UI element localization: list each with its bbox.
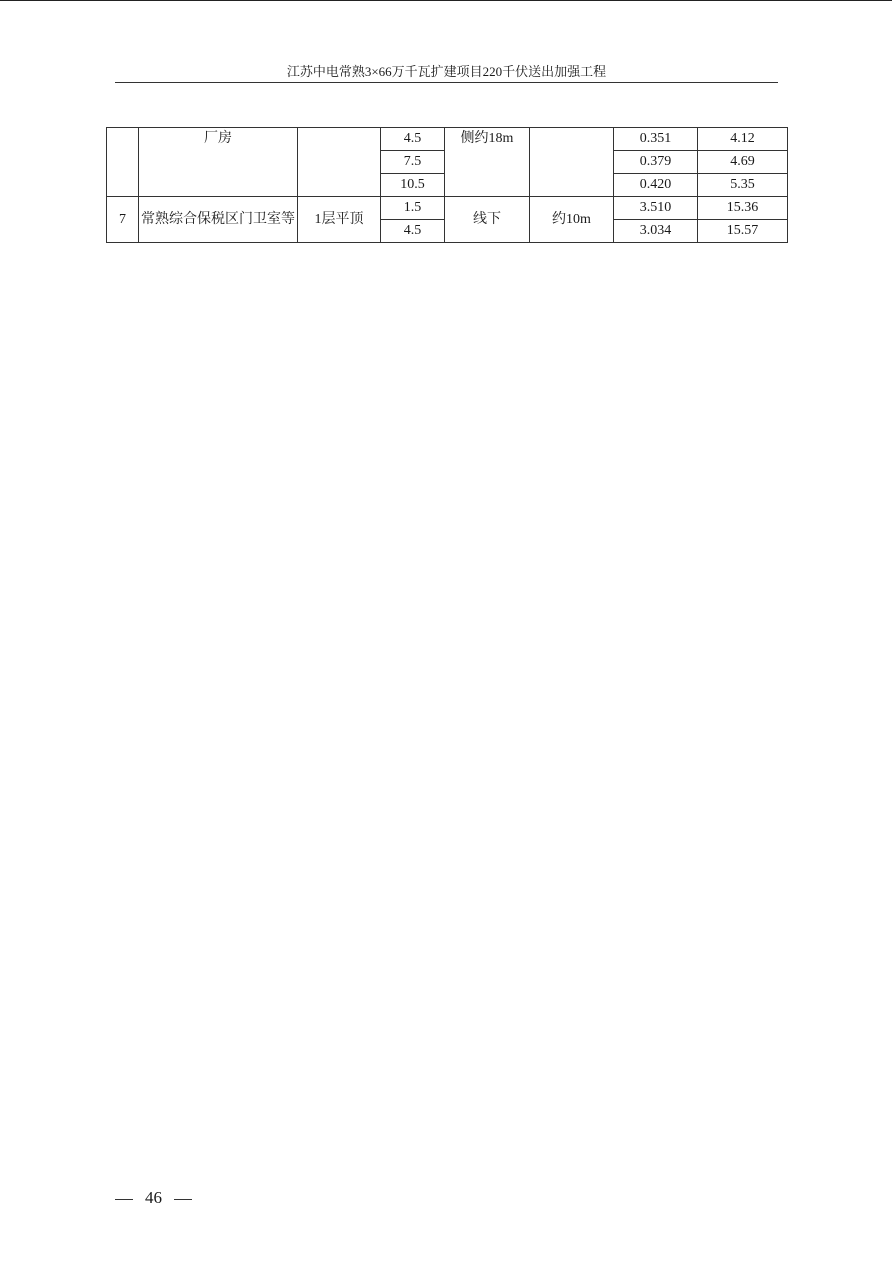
cell-name: 常熟综合保税区门卫室等 bbox=[139, 197, 298, 243]
cell-b-field: 15.57 bbox=[698, 220, 788, 243]
cell-position: 线下 bbox=[445, 197, 530, 243]
cell-distance: 约10m bbox=[530, 197, 614, 243]
table-row bbox=[107, 197, 788, 220]
page-top-border bbox=[0, 0, 892, 1]
footer-dash-left bbox=[115, 1199, 133, 1200]
header-rule bbox=[115, 82, 778, 83]
cell-height: 1.5 bbox=[381, 197, 445, 220]
cell-e-field: 3.510 bbox=[614, 197, 698, 220]
page-header-title: 江苏中电常熟3×66万千瓦扩建项目220千伏送出加强工程 bbox=[286, 64, 607, 79]
measurement-table bbox=[106, 127, 788, 243]
cell-height: 7.5 bbox=[381, 151, 445, 174]
page-footer bbox=[115, 1187, 192, 1209]
cell-height: 4.5 bbox=[381, 128, 445, 151]
cell-name: 厂房 bbox=[139, 128, 298, 197]
footer-dash-right bbox=[174, 1199, 192, 1200]
cell-position: 侧约18m bbox=[445, 128, 530, 197]
cell-structure: 1层平顶 bbox=[298, 197, 381, 243]
cell-b-field: 15.36 bbox=[698, 197, 788, 220]
cell-e-field: 0.420 bbox=[614, 174, 698, 197]
cell-e-field: 3.034 bbox=[614, 220, 698, 243]
cell-structure bbox=[298, 128, 381, 197]
cell-height: 10.5 bbox=[381, 174, 445, 197]
cell-distance bbox=[530, 128, 614, 197]
cell-height: 4.5 bbox=[381, 220, 445, 243]
cell-e-field: 0.379 bbox=[614, 151, 698, 174]
cell-e-field: 0.351 bbox=[614, 128, 698, 151]
table-row bbox=[107, 128, 788, 151]
cell-b-field: 5.35 bbox=[698, 174, 788, 197]
page-number: 46 bbox=[145, 1188, 162, 1207]
cell-b-field: 4.69 bbox=[698, 151, 788, 174]
cell-no bbox=[107, 128, 139, 197]
cell-no: 7 bbox=[107, 197, 139, 243]
cell-b-field: 4.12 bbox=[698, 128, 788, 151]
